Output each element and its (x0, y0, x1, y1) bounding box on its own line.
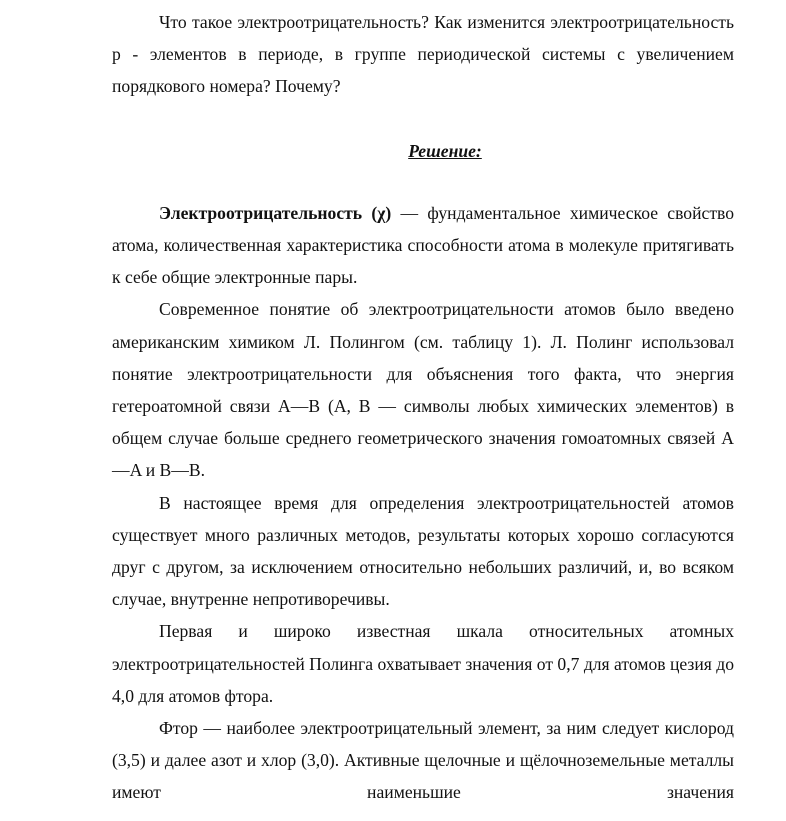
fluorine-paragraph: Фтор — наиболее электроотрицательный элемент, за ним следует кислород (3,5) и далее азот и хлор (3,0). Активные щелочные и щёлочноземельные металлы имеют наименьшие значения (112, 718, 734, 803)
document-page (112, 6, 734, 809)
scale-paragraph: Первая и широко известная шкала относительных атомных электроотрицательностей Полинга охватывает значения от 0,7 для атомов цезия до 4,0 для атомов фтора. (112, 621, 734, 706)
methods-paragraph: В настоящее время для определения электроотрицательностей атомов существует много различных методов, результаты которых хорошо согласуются друг с другом, за исключением относительно небольших различий, и, во всяком случае, внутренне непротиворечивы. (112, 492, 734, 610)
definition-paragraph (112, 197, 734, 294)
definition-term: Электроотрицательность (χ) (159, 202, 392, 223)
pauling-paragraph: Современное понятие об электроотрицательности атомов было введено американским химиком Л. Полингом (см. таблицу 1). Л. Полинг использовал понятие электроотрицательности для объяснения того факта, что энергия гетероатомной связи A—B (A, B — символы любых химических элементов) в общем случае больше среднего геометрического значения гомоатомных связей A—A и B—B. (112, 299, 734, 481)
question-paragraph: Что такое электроотрицательность? Как изменится электроотрицательность р - элементов в периоде, в группе периодической системы с увеличением порядкового номера? Почему? (112, 12, 734, 97)
definition-text: — фундаментальное химическое свойство атома, количественная характеристика способности атома в молекуле притягивать к себе общие электронные пары. (112, 202, 735, 288)
solution-heading: Решение: (408, 140, 482, 161)
